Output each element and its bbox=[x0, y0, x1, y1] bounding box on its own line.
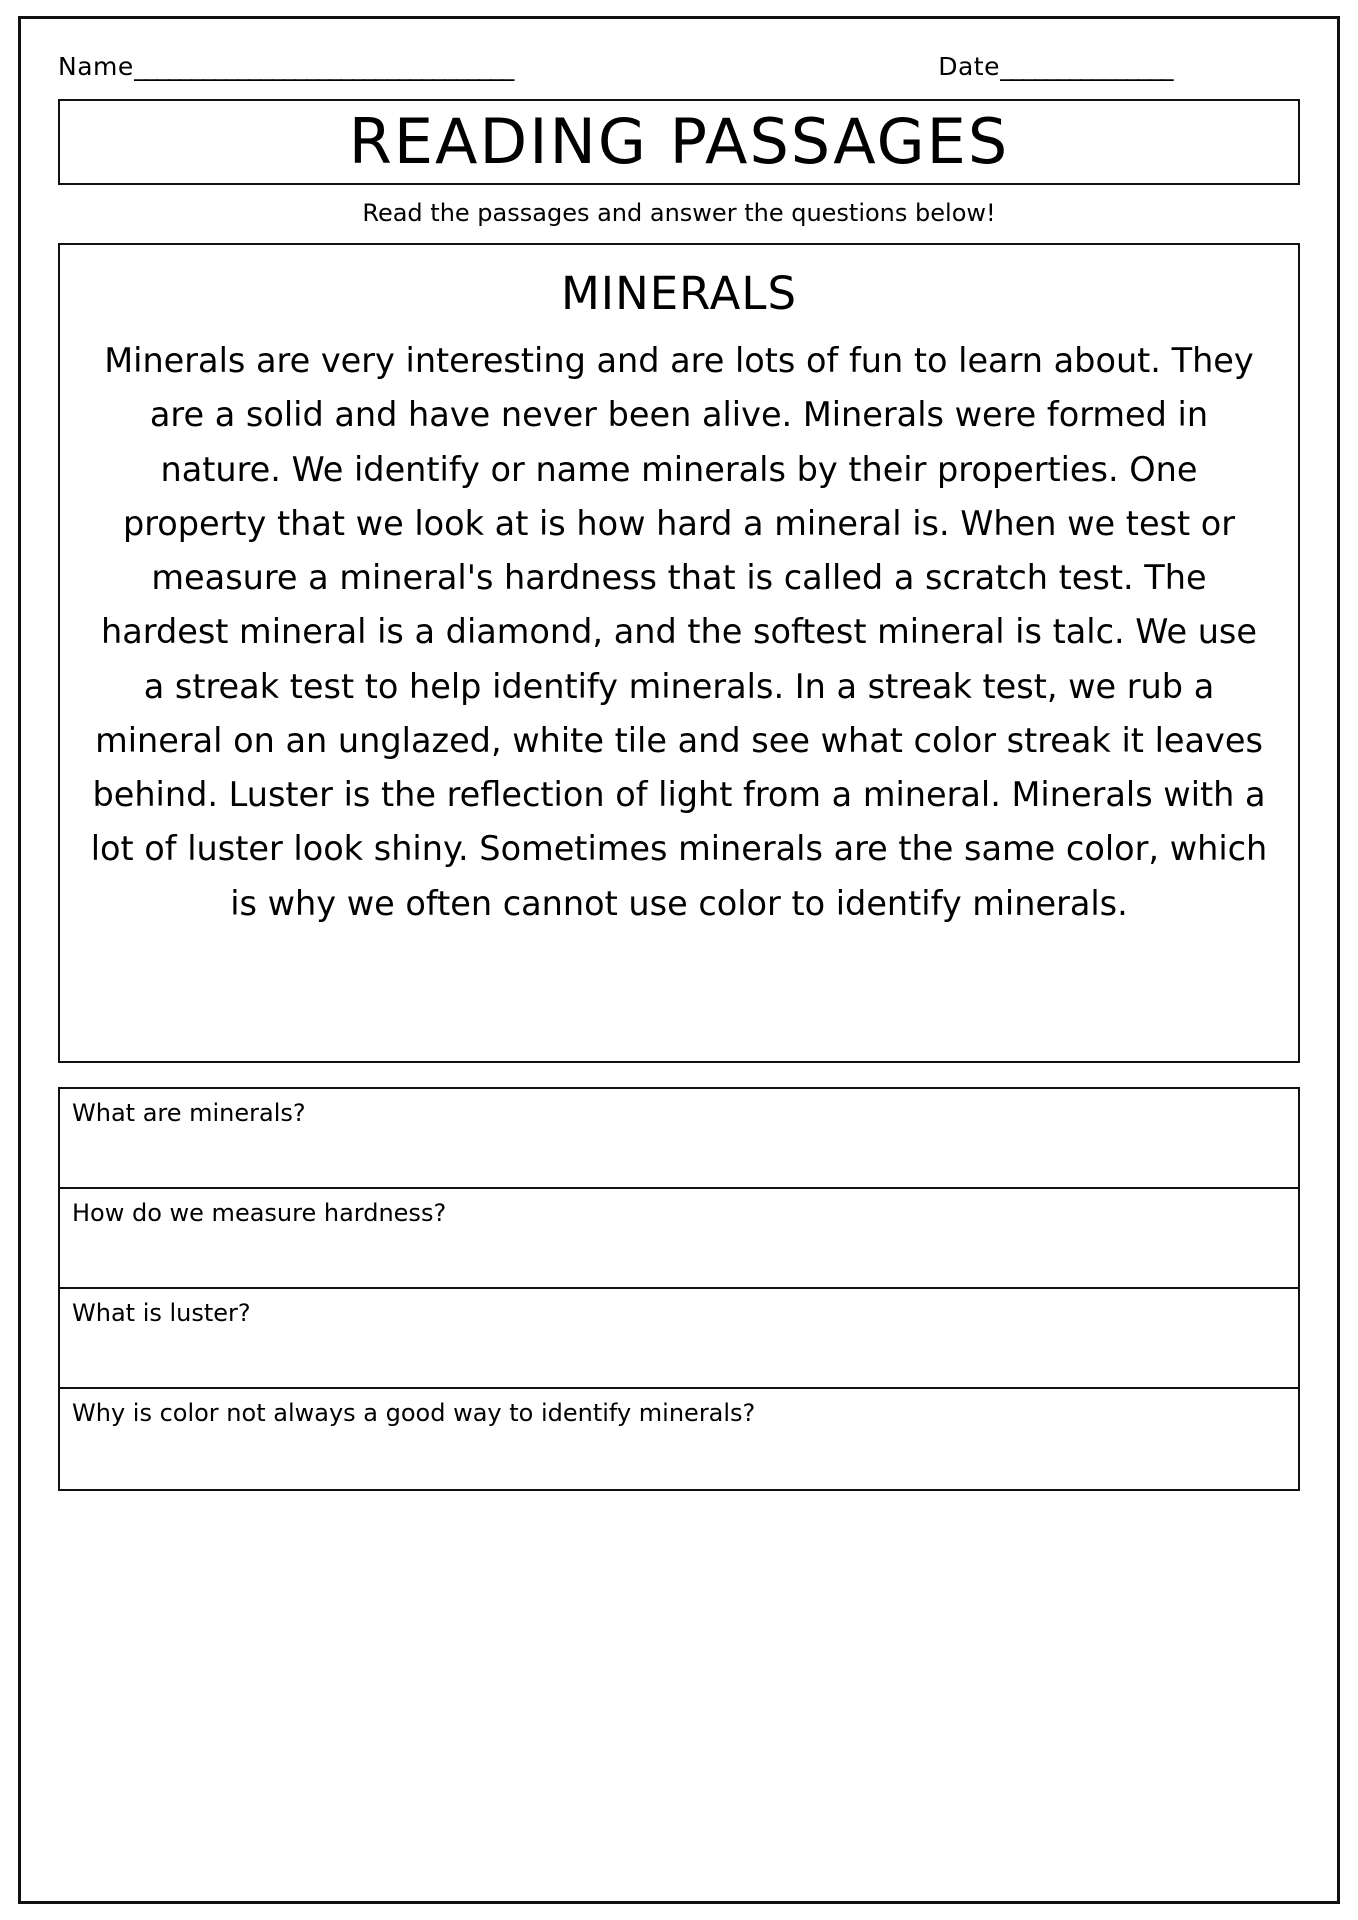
passage-box bbox=[58, 243, 1300, 1063]
name-date-row bbox=[36, 34, 1322, 81]
question-row[interactable] bbox=[60, 1289, 1298, 1389]
question-text: What is luster? bbox=[72, 1299, 251, 1327]
question-text: How do we measure hardness? bbox=[72, 1199, 447, 1227]
instructions-text: Read the passages and answer the questions below! bbox=[362, 199, 996, 227]
question-row[interactable] bbox=[60, 1389, 1298, 1489]
worksheet-content bbox=[36, 34, 1322, 1886]
question-row[interactable] bbox=[60, 1089, 1298, 1189]
passage-body: Minerals are very interesting and are lots of fun to learn about. They are a solid and have never been alive. Minerals were formed in nature. We identify or name minerals by their properties. One property that we look at is how hard a mineral is. When we test or measure a mineral's hardness that is called a scratch test. The hardest mineral is a diamond, and the softest mineral is talc. We use a streak test to help identify minerals. In a streak test, we rub a mineral on an unglazed, white tile and see what color streak it leaves behind. Luster is the reflection of light from a mineral. Minerals with a lot of luster look shiny. Sometimes minerals are the same color, which is why we often cannot use color to identify minerals. bbox=[90, 341, 1268, 923]
questions-table bbox=[58, 1087, 1300, 1491]
title-box bbox=[58, 99, 1300, 185]
date-input-line[interactable]: _______________ bbox=[1000, 52, 1173, 81]
question-row[interactable] bbox=[60, 1189, 1298, 1289]
name-input-line[interactable]: _________________________________ bbox=[133, 52, 514, 81]
name-field-group bbox=[58, 52, 734, 81]
question-text: Why is color not always a good way to identify minerals? bbox=[72, 1399, 756, 1427]
page-title: READING PASSAGES bbox=[348, 105, 1010, 178]
passage-title: MINERALS bbox=[560, 267, 798, 320]
question-text: What are minerals? bbox=[72, 1099, 306, 1127]
date-label: Date bbox=[938, 52, 1000, 81]
name-label: Name bbox=[58, 52, 134, 81]
date-field-group bbox=[938, 52, 1300, 81]
